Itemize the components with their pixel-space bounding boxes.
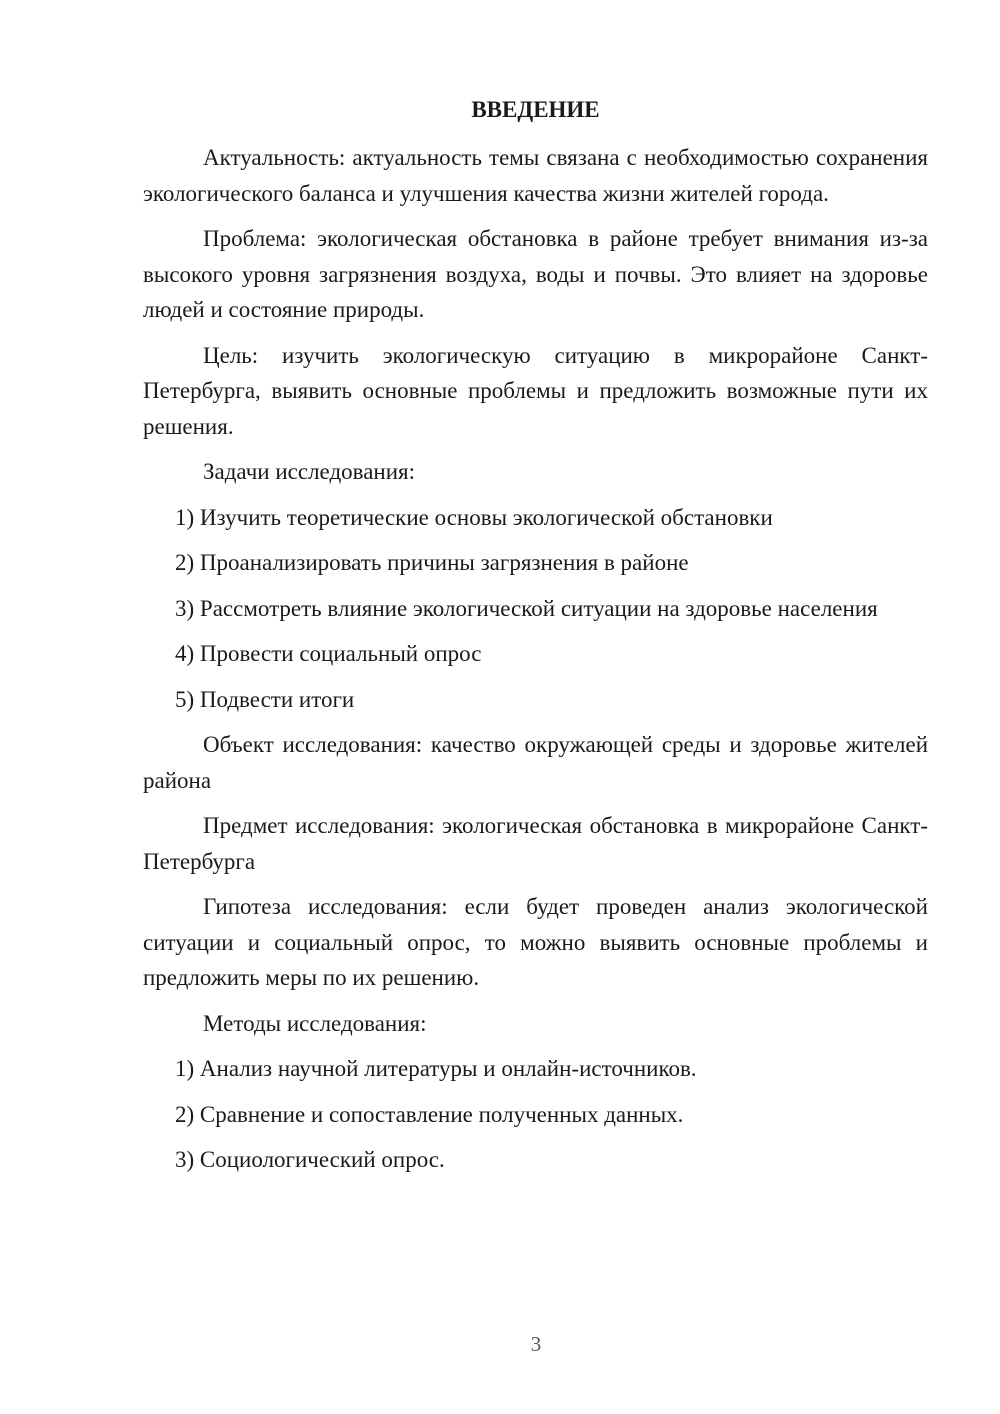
page-content: [143, 92, 928, 1188]
list-item-task-1: 1) Изучить теоретические основы экологической обстановки: [175, 504, 773, 530]
list-item-method-1: 1) Анализ научной литературы и онлайн-источников.: [175, 1056, 697, 1081]
paragraph-object: Объект исследования: качество окружающей среды и здоровье жителей района: [143, 732, 928, 793]
section-title: ВВЕДЕНИЕ: [471, 97, 600, 122]
paragraph-problem: Проблема: экологическая обстановка в районе требует внимания из-за высокого уровня загрязнения воздуха, воды и почвы. Это влияет на здоровье людей и состояние природы.: [143, 226, 928, 322]
list-item-task-2: 2) Проанализировать причины загрязнения в районе: [175, 550, 689, 575]
page-number: 3: [530, 1332, 542, 1356]
paragraph-hypothesis: Гипотеза исследования: если будет проведен анализ экологической ситуации и социальный опрос, то можно выявить основные проблемы и предложить меры по их решению.: [143, 894, 928, 990]
paragraph-subject: Предмет исследования: экологическая обстановка в микрорайоне Санкт-Петербурга: [143, 813, 928, 874]
list-item-task-5: 5) Подвести итоги: [175, 686, 355, 712]
list-item-method-3: 3) Социологический опрос.: [175, 1147, 445, 1172]
list-item-method-2: 2) Сравнение и сопоставление полученных данных.: [175, 1101, 684, 1127]
paragraph-tasks-heading: Задачи исследования:: [203, 459, 416, 484]
paragraph-relevance: Актуальность: актуальность темы связана с необходимостью сохранения экологического баланса и улучшения качества жизни жителей города.: [143, 145, 928, 206]
paragraph-methods-heading: Методы исследования:: [203, 1010, 427, 1036]
list-item-task-4: 4) Провести социальный опрос: [175, 641, 482, 666]
list-item-task-3: 3) Рассмотреть влияние экологической ситуации на здоровье населения: [175, 595, 878, 621]
paragraph-goal: Цель: изучить экологическую ситуацию в микрорайоне Санкт-Петербурга, выявить основные проблемы и предложить возможные пути их решения.: [143, 342, 928, 439]
